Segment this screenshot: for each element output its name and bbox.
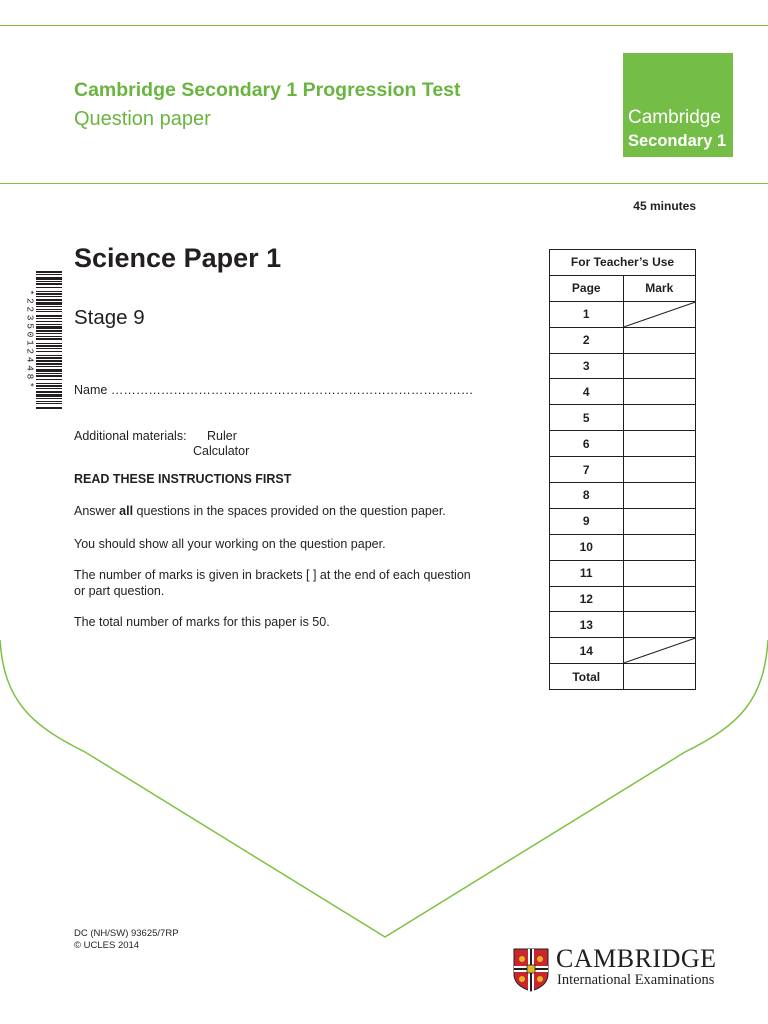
- page-number: 2: [550, 327, 624, 353]
- material-ruler: Ruler: [207, 429, 237, 443]
- paper-type: Question paper: [74, 108, 211, 130]
- table-row: [550, 405, 696, 431]
- page-number: 1: [550, 301, 624, 327]
- column-header-page: Page: [550, 275, 624, 301]
- material-calculator: Calculator: [193, 444, 250, 458]
- mark-cell: [623, 534, 696, 560]
- mark-cell: [623, 560, 696, 586]
- page-number: 7: [550, 457, 624, 483]
- table-row: [550, 431, 696, 457]
- column-header-mark: Mark: [623, 275, 696, 301]
- instruction-4: The total number of marks for this paper is 50.: [74, 615, 330, 629]
- mark-cell: [623, 638, 696, 664]
- stage-label: Stage 9: [74, 306, 145, 329]
- table-row: [550, 353, 696, 379]
- table-row: [550, 457, 696, 483]
- name-field: Name ……………………………………………………………………………: [74, 383, 474, 397]
- table-title-row: [550, 250, 696, 276]
- instruction-2: You should show all your working on the question paper.: [74, 537, 386, 551]
- cambridge-wordmark: CAMBRIDGE: [556, 944, 717, 973]
- diagonal-strike: [624, 638, 696, 663]
- document-code: DC (NH/SW) 93625/7RP: [74, 928, 179, 939]
- page-number: 6: [550, 431, 624, 457]
- table-row: [550, 379, 696, 405]
- test-title: Cambridge Secondary 1 Progression Test: [74, 79, 461, 101]
- cambridge-subtitle: International Examinations: [557, 972, 715, 988]
- diagonal-strike: [624, 302, 696, 327]
- instruction-1-pre: Answer: [74, 504, 120, 518]
- table-row: [550, 638, 696, 664]
- cambridge-crest-icon: [513, 948, 549, 992]
- table-title: For Teacher’s Use: [550, 250, 696, 276]
- mark-cell: [623, 431, 696, 457]
- table-row: [550, 612, 696, 638]
- table-row: [550, 327, 696, 353]
- instruction-3b: or part question.: [74, 584, 165, 598]
- table-row: [550, 508, 696, 534]
- page-number: 8: [550, 483, 624, 509]
- page-number: 4: [550, 379, 624, 405]
- mark-cell: [623, 301, 696, 327]
- page-number: 12: [550, 586, 624, 612]
- mark-cell: [623, 327, 696, 353]
- page-number: 11: [550, 560, 624, 586]
- page-number: 14: [550, 638, 624, 664]
- page-number: 3: [550, 353, 624, 379]
- page-number: 9: [550, 508, 624, 534]
- barcode-icon: [36, 271, 62, 409]
- mark-cell: [623, 612, 696, 638]
- table-row: [550, 483, 696, 509]
- footer-code-block: [74, 928, 179, 952]
- teacher-use-table: [549, 249, 696, 690]
- instruction-3a: The number of marks is given in brackets [ ] at the end of each question: [74, 568, 471, 582]
- table-row: [550, 560, 696, 586]
- barcode-number: [25, 271, 35, 409]
- page-number: 5: [550, 405, 624, 431]
- duration: 45 minutes: [633, 199, 696, 213]
- total-mark-cell: [623, 664, 696, 690]
- mark-cell: [623, 457, 696, 483]
- table-row: [550, 301, 696, 327]
- header-divider: [0, 183, 768, 184]
- mark-cell: [623, 508, 696, 534]
- mark-cell: [623, 405, 696, 431]
- cambridge-secondary-logo: [623, 53, 733, 157]
- mark-cell: [623, 483, 696, 509]
- materials-label: Additional materials:: [74, 429, 187, 443]
- table-total-row: [550, 664, 696, 690]
- table-header-row: [550, 275, 696, 301]
- mark-cell: [623, 353, 696, 379]
- barcode-digits: *2235012448*: [25, 289, 35, 391]
- paper-title: Science Paper 1: [74, 243, 282, 273]
- instruction-3: [74, 567, 471, 599]
- mark-cell: [623, 586, 696, 612]
- copyright: © UCLES 2014: [74, 940, 140, 951]
- top-divider: [0, 25, 768, 26]
- page-number: 10: [550, 534, 624, 560]
- table-row: [550, 534, 696, 560]
- instruction-1-post: questions in the spaces provided on the question paper.: [133, 504, 446, 518]
- total-label: Total: [550, 664, 624, 690]
- logo-line-1: Cambridge: [628, 107, 721, 128]
- page-number: 13: [550, 612, 624, 638]
- instruction-1-bold: all: [119, 504, 134, 518]
- table-row: [550, 586, 696, 612]
- mark-cell: [623, 379, 696, 405]
- logo-line-2: Secondary 1: [628, 132, 727, 150]
- instructions-heading: READ THESE INSTRUCTIONS FIRST: [74, 472, 292, 486]
- instruction-1: [74, 503, 446, 519]
